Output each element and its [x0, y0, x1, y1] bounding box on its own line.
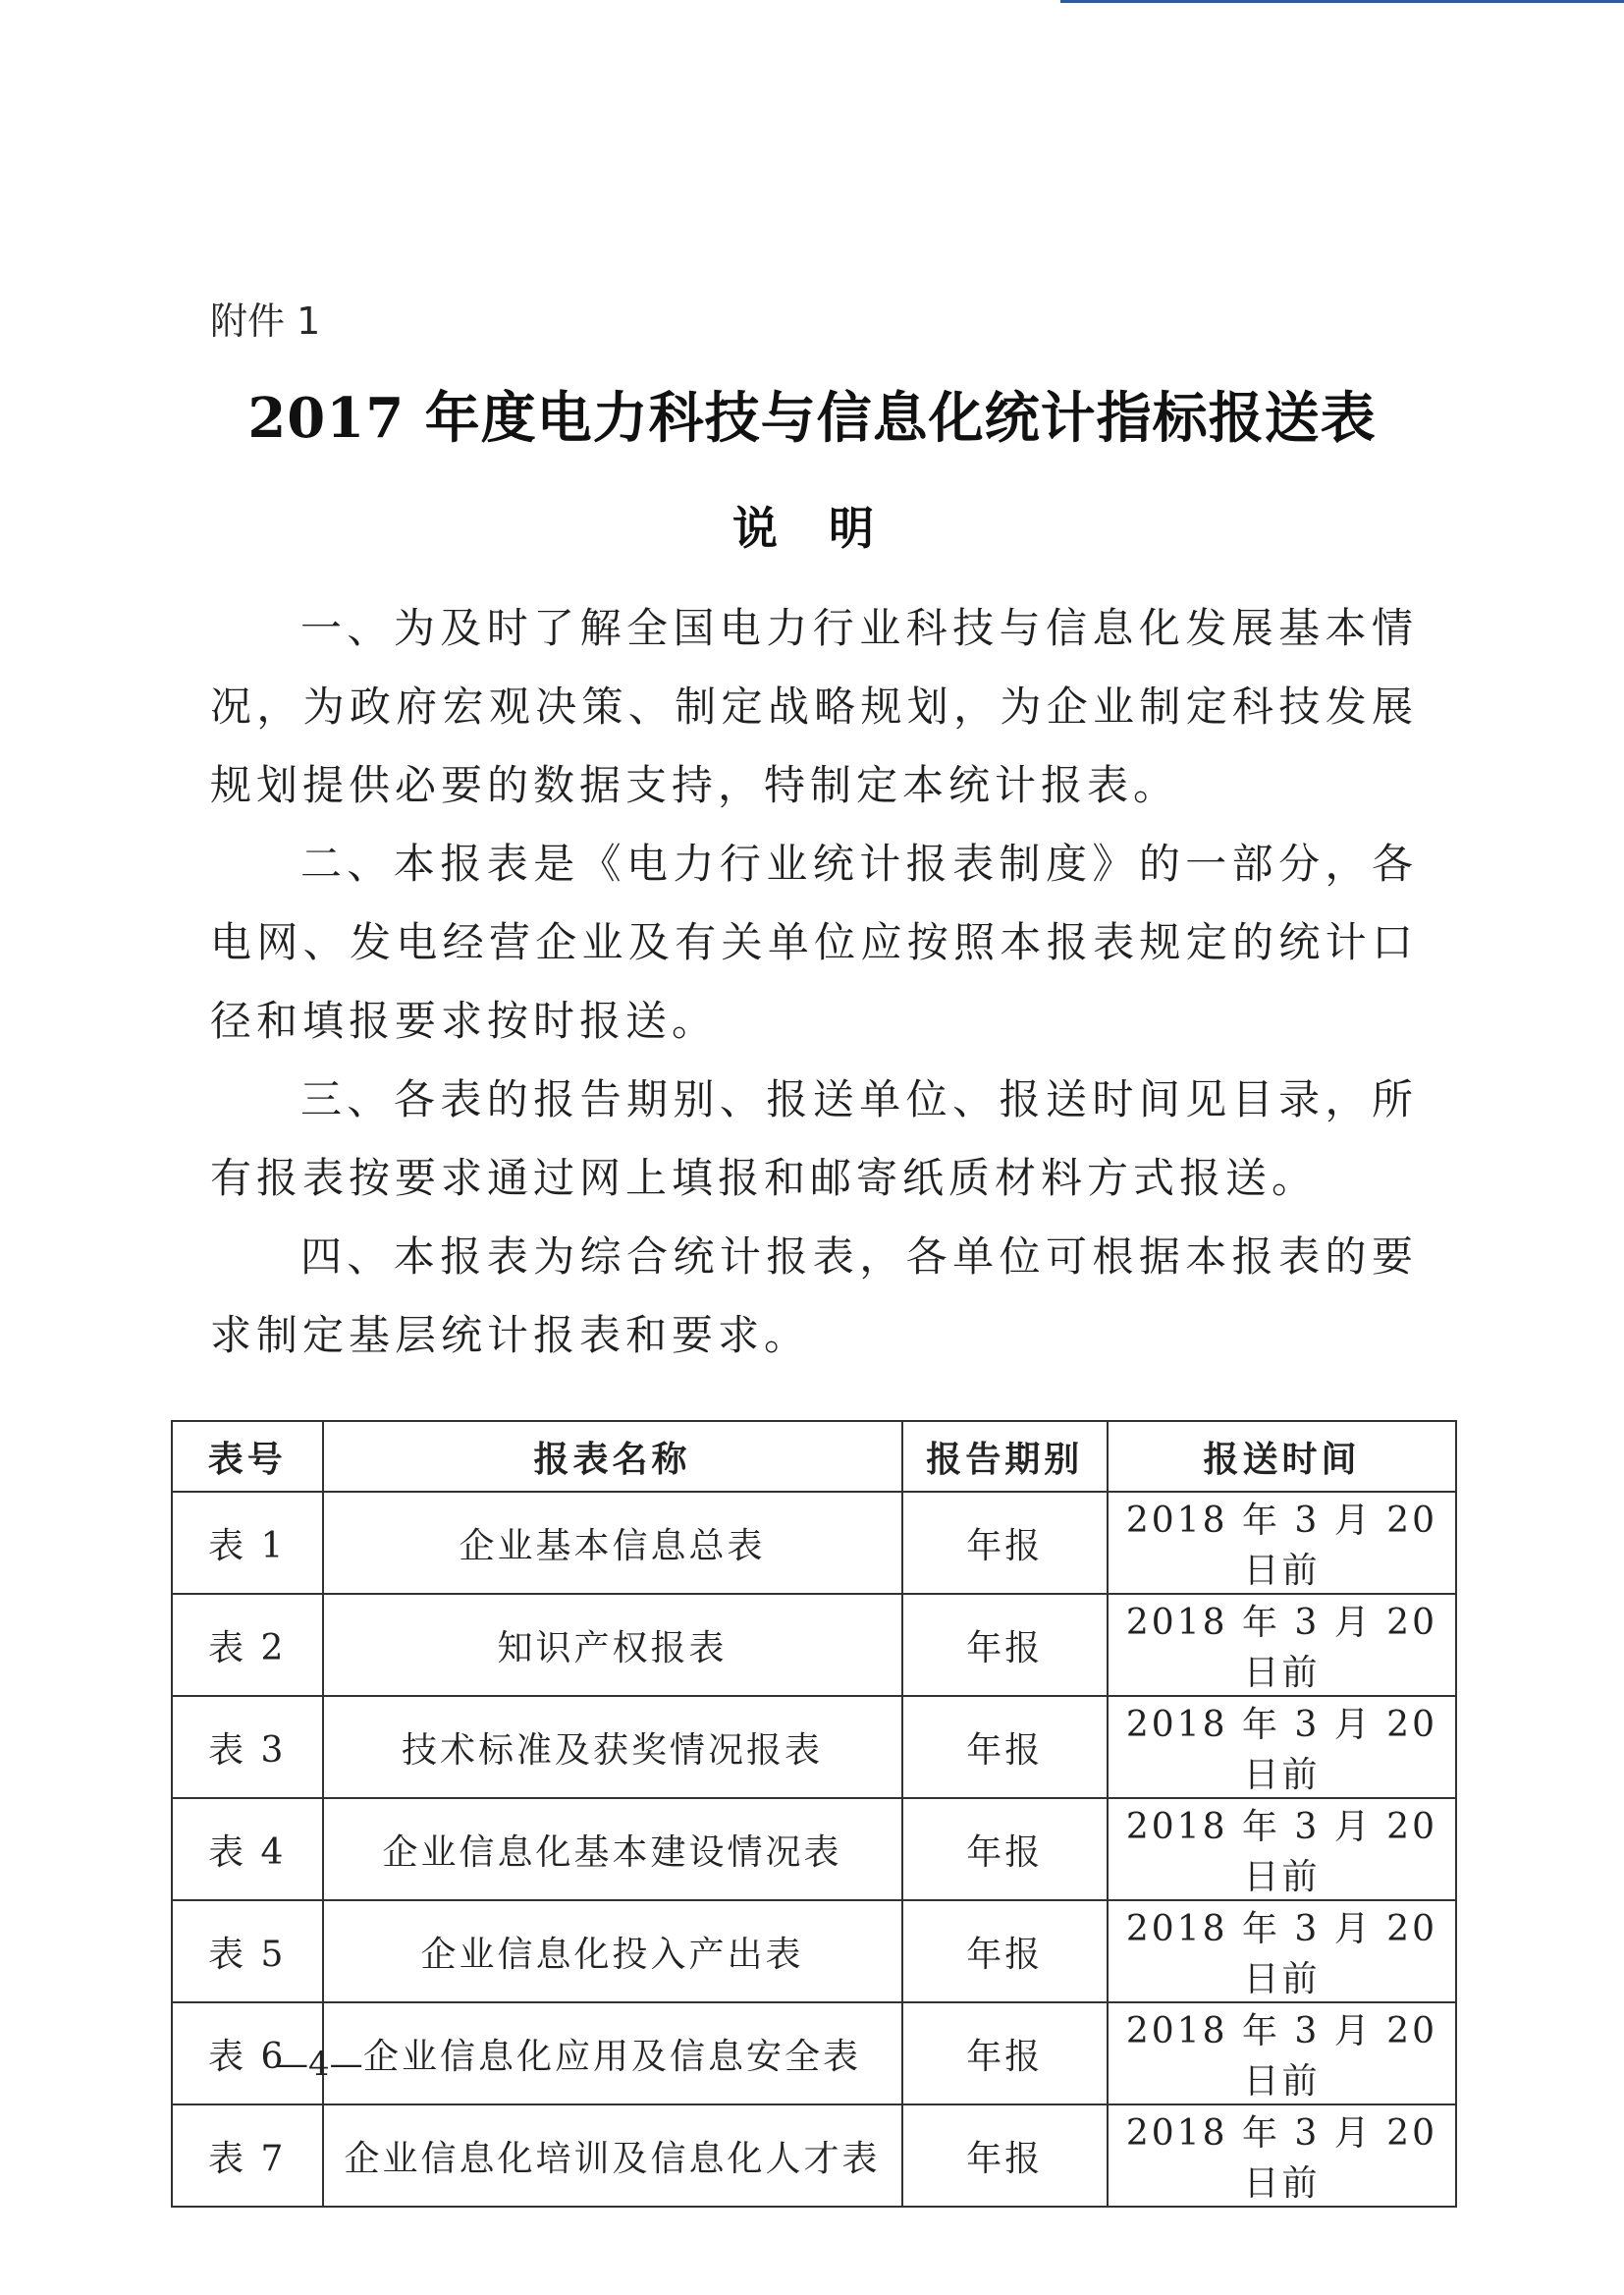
cell-submission-time: 2018 年 3 月 20 日前 — [1108, 2002, 1456, 2104]
page-number: —4— — [275, 2045, 363, 2084]
cell-report-period: 年报 — [902, 2104, 1108, 2207]
cell-report-period: 年报 — [902, 1900, 1108, 2002]
table-row — [172, 1900, 1456, 2002]
top-edge-rule — [1060, 0, 1624, 3]
table-row — [172, 2002, 1456, 2104]
paragraph-2: 二、本报表是《电力行业统计报表制度》的一部分，各电网、发电经营企业及有关单位应按照本报表规定的统计口径和填报要求按时报送。 — [210, 840, 1418, 1045]
cell-report-period: 年报 — [902, 1696, 1108, 1798]
cell-report-period: 年报 — [902, 1492, 1108, 1594]
paragraph-1: 一、为及时了解全国电力行业科技与信息化发展基本情况，为政府宏观决策、制定战略规划，为企业制定科技发展规划提供必要的数据支持，特制定本统计报表。 — [210, 604, 1418, 809]
cell-submission-time: 2018 年 3 月 20 日前 — [1108, 1492, 1456, 1594]
cell-report-name: 知识产权报表 — [323, 1594, 902, 1696]
table-header-row — [172, 1421, 1456, 1492]
cell-report-period: 年报 — [902, 1594, 1108, 1696]
cell-report-name: 技术标准及获奖情况报表 — [323, 1696, 902, 1798]
header-report-period: 报告期别 — [902, 1421, 1108, 1492]
header-submission-time: 报送时间 — [1108, 1421, 1456, 1492]
cell-submission-time: 2018 年 3 月 20 日前 — [1108, 1594, 1456, 1696]
cell-table-no: 表 6 — [172, 2002, 323, 2104]
attachment-label: 附件 1 — [210, 300, 321, 343]
cell-table-no: 表 3 — [172, 1696, 323, 1798]
cell-report-name: 企业信息化投入产出表 — [323, 1900, 902, 2002]
cell-submission-time: 2018 年 3 月 20 日前 — [1108, 1900, 1456, 2002]
section-title: 说 明 — [731, 502, 892, 555]
cell-table-no: 表 5 — [172, 1900, 323, 2002]
cell-submission-time: 2018 年 3 月 20 日前 — [1108, 2104, 1456, 2207]
cell-report-name: 企业信息化应用及信息安全表 — [323, 2002, 902, 2104]
cell-table-no: 表 1 — [172, 1492, 323, 1594]
cell-submission-time: 2018 年 3 月 20 日前 — [1108, 1798, 1456, 1900]
cell-table-no: 表 2 — [172, 1594, 323, 1696]
table-row — [172, 1696, 1456, 1798]
header-report-name: 报表名称 — [323, 1421, 902, 1492]
cell-table-no: 表 7 — [172, 2104, 323, 2207]
cell-report-name: 企业基本信息总表 — [323, 1492, 902, 1594]
cell-report-period: 年报 — [902, 2002, 1108, 2104]
table-row — [172, 2104, 1456, 2207]
report-list-table — [171, 1420, 1457, 2208]
cell-table-no: 表 4 — [172, 1798, 323, 1900]
cell-report-period: 年报 — [902, 1798, 1108, 1900]
paragraph-3: 三、各表的报告期别、报送单位、报送时间见目录，所有报表按要求通过网上填报和邮寄纸质材料方式报送。 — [210, 1075, 1418, 1202]
header-table-no: 表号 — [172, 1421, 323, 1492]
cell-submission-time: 2018 年 3 月 20 日前 — [1108, 1696, 1456, 1798]
table-row — [172, 1492, 1456, 1594]
cell-report-name: 企业信息化培训及信息化人才表 — [323, 2104, 902, 2207]
paragraph-4: 四、本报表为综合统计报表，各单位可根据本报表的要求制定基层统计报表和要求。 — [210, 1232, 1418, 1359]
document-title: 2017 年度电力科技与信息化统计指标报送表 — [247, 386, 1377, 451]
table-row — [172, 1798, 1456, 1900]
table-row — [172, 1594, 1456, 1696]
cell-report-name: 企业信息化基本建设情况表 — [323, 1798, 902, 1900]
